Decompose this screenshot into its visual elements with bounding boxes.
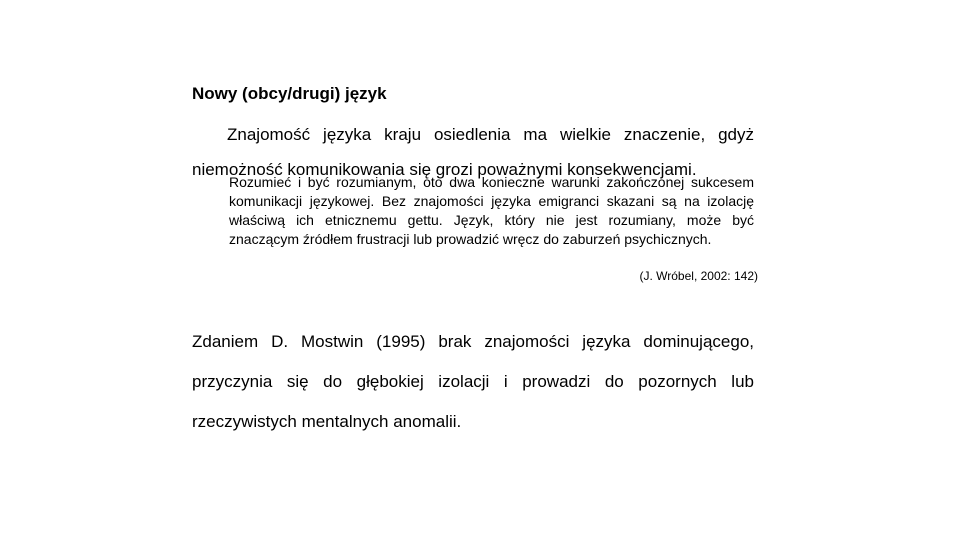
quote-citation: (J. Wróbel, 2002: 142) — [639, 269, 758, 283]
slide-heading: Nowy (obcy/drugi) język — [192, 84, 387, 103]
intro-paragraph-text: Znajomość języka kraju osiedlenia ma wielkie znaczenie, gdyż niemożność komunikowania się grozi poważnymi konsekwencjami. — [192, 125, 754, 179]
block-quote: Rozumieć i być rozumianym, oto dwa konieczne warunki zakończonej sukcesem komunikacji językowej. Bez znajomości języka emigranci skazani są na izolację właściwą ich etnicznemu gettu. Język, który nie jest rozumiany, może być znaczącym źródłem frustracji lub prowadzić wręcz do zaburzeń psychicznych. — [229, 174, 754, 247]
closing-paragraph: Zdaniem D. Mostwin (1995) brak znajomości języka dominującego, przyczynia się do głębokiej izolacji i prowadzi do pozornych lub rzeczywistych mentalnych anomalii. — [192, 332, 754, 431]
